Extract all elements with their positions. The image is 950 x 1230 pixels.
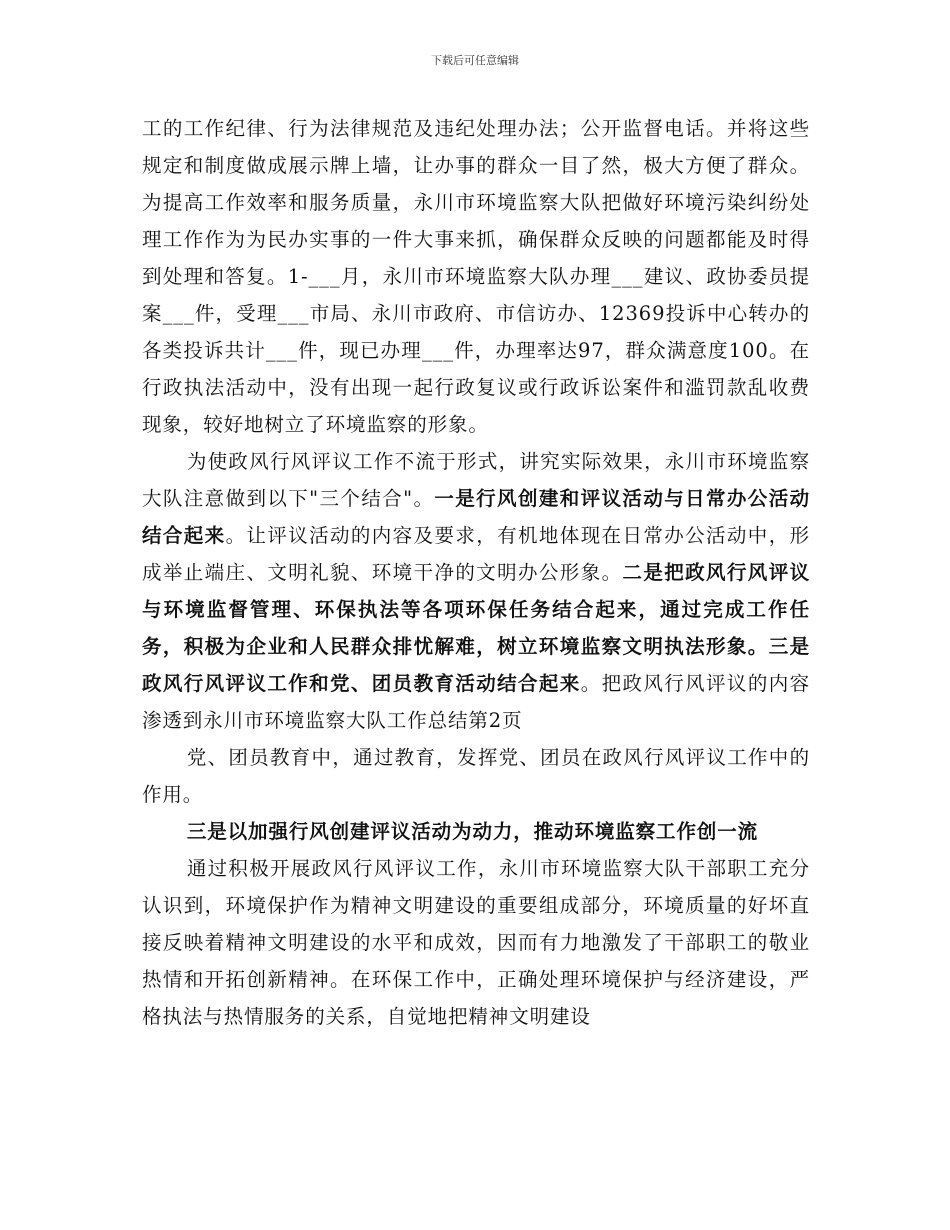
paragraph-4: 通过积极开展政风行风评议工作，永川市环境监察大队干部职工充分认识到，环境保护作为精神文明建设的重要组成部分，环境质量的好坏直接反映着精神文明建设的水平和成效，因而有力地激发了干部职工的敬业热情和开拓创新精神。在环保工作中，正确处理环境保护与经济建设，严格执法与热情服务的关系，自觉地把精神文明建设 <box>142 857 810 1028</box>
paragraph-3: 党、团员教育中，通过教育，发挥党、团员在政风行风评议工作中的作用。 <box>142 746 810 806</box>
section-heading: 三是以加强行风创建评议活动为动力，推动环境监察工作创一流 <box>186 820 759 843</box>
page-header-note: 下载后可任意编辑 <box>431 54 519 67</box>
document-body <box>142 110 810 1035</box>
paragraph-2-text-c: 。把政风行风评议的内容渗透到永川市环境监察大队工作总结第2页 <box>142 672 811 732</box>
paragraph-2-text-b: 。让评议活动的内容及要求，有机地体现在日常办公活动中，形成举止端庄、文明礼貌、环境干净的文明办公形象。 <box>142 524 810 584</box>
paragraph-2-text-a: 为使政风行风评议工作不流于形式，讲究实际效果，永川市环境监察大队注意做到以下"三个结合"。 <box>142 450 810 510</box>
paragraph-1: 工的工作纪律、行为法律规范及违纪处理办法；公开监督电话。并将这些规定和制度做成展示牌上墙，让办事的群众一目了然，极大方便了群众。为提高工作效率和服务质量，永川市环境监察大队把做好环境污染纠纷处理工作作为为民办实事的一件大事来抓，确保群众反映的问题都能及时得到处理和答复。1-___月，永川市环境监察大队办理___建议、政协委员提案___件，受理___市局、永川市政府、市信访办、12369投诉中心转办的各类投诉共计___件，现已办理___件，办理率达97，群众满意度100。在行政执法活动中，没有出现一起行政复议或行政诉讼案件和滥罚款乱收费现象，较好地树立了环境监察的形象。 <box>142 117 810 436</box>
paragraph-2-bold-a: 一是行风创建和评议活动与日常办公活动结合起来 <box>142 487 810 547</box>
paragraph-2 <box>142 443 810 739</box>
paragraph-2-bold-b: 二是把政风行风评议与环境监督管理、环保执法等各项环保任务结合起来，通过完成工作任务，积极为企业和人民群众排忧解难，树立环境监察文明执法形象。三是政风行风评议工作和党、团员教育活动结合起来 <box>142 561 810 695</box>
